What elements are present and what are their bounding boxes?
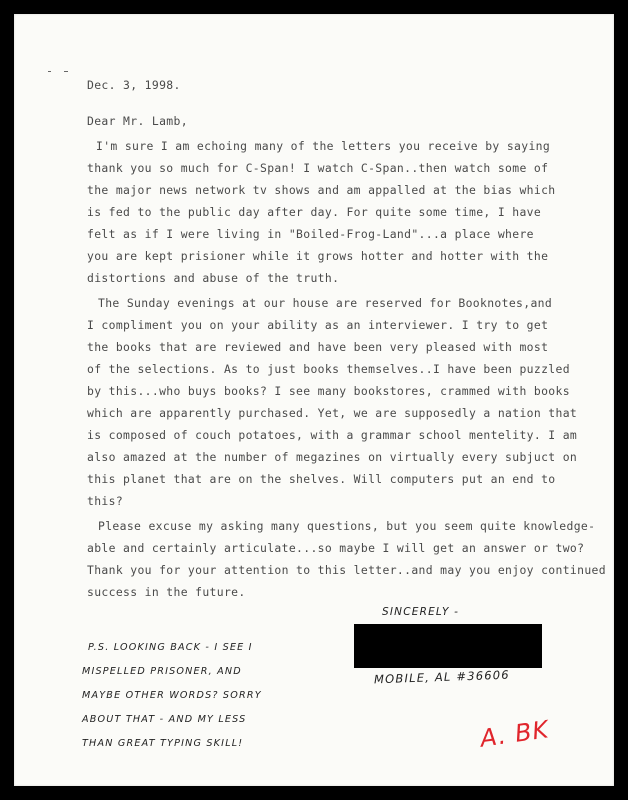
body-line: distortions and abuse of the truth. xyxy=(87,271,340,285)
letter-date: Dec. 3, 1998. xyxy=(87,78,181,92)
body-line: able and certainly articulate...so maybe I will get an answer or two? xyxy=(87,541,585,555)
letter-salutation: Dear Mr. Lamb, xyxy=(87,114,188,128)
body-line: success in the future. xyxy=(87,585,246,599)
sender-location: MOBILE, AL #36606 xyxy=(373,667,510,687)
body-line: this? xyxy=(87,494,124,508)
body-line: of the selections. As to just books themselves..I have been puzzled xyxy=(87,362,570,376)
body-line: thank you so much for C-Span! I watch C-Span..then watch some of xyxy=(87,161,549,175)
body-line: I compliment you on your ability as an interviewer. I try to get xyxy=(87,318,549,332)
body-line: the books that are reviewed and have been very pleased with most xyxy=(87,340,549,354)
body-line: I'm sure I am echoing many of the letters you receive by saying xyxy=(96,139,551,153)
postscript-line: THAN GREAT TYPING SKILL! xyxy=(82,738,244,749)
body-line: by this...who buys books? I see many bookstores, crammed with books xyxy=(87,384,570,398)
handwritten-initials: A. BK xyxy=(478,715,551,753)
postscript-line: MISPELLED PRISONER, AND xyxy=(82,666,242,677)
closing-signoff: SINCERELY - xyxy=(382,606,460,618)
body-line: Thank you for your attention to this letter..and may you enjoy continued xyxy=(87,563,606,577)
stray-mark xyxy=(48,71,72,73)
body-line: is fed to the public day after day. For quite some time, I have xyxy=(87,205,542,219)
postscript-line: ABOUT THAT - AND MY LESS xyxy=(82,714,247,725)
body-line: this planet that are on the shelves. Will computers put an end to xyxy=(87,472,556,486)
postscript-line: MAYBE OTHER WORDS? SORRY xyxy=(82,690,262,701)
body-line: Please excuse my asking many questions, but you seem quite knowledge- xyxy=(98,519,596,533)
body-line: The Sunday evenings at our house are reserved for Booknotes,and xyxy=(98,296,553,310)
letter-page xyxy=(14,14,614,786)
body-line: the major news network tv shows and am appalled at the bias which xyxy=(87,183,556,197)
redaction-bar xyxy=(354,624,542,668)
body-line: also amazed at the number of megazines on virtually every subjuct on xyxy=(87,450,578,464)
body-line: you are kept prisioner while it grows hotter and hotter with the xyxy=(87,249,549,263)
body-line: felt as if I were living in "Boiled-Frog-Land"...a place where xyxy=(87,227,534,241)
postscript-line: P.S. LOOKING BACK - I SEE I xyxy=(88,642,253,653)
body-line: which are apparently purchased. Yet, we are supposedly a nation that xyxy=(87,406,578,420)
body-line: is composed of couch potatoes, with a grammar school mentelity. I am xyxy=(87,428,578,442)
